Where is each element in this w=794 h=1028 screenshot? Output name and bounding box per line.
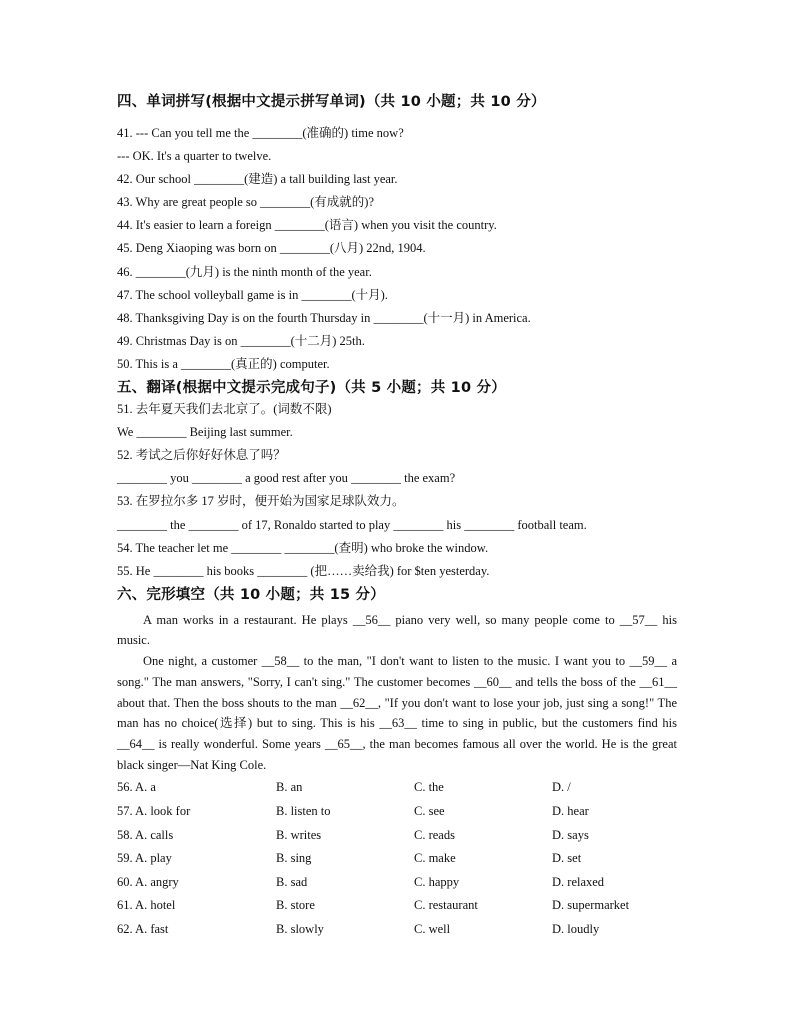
option-c: C. happy [414,874,460,889]
option-a: 60. A. angry [117,874,179,889]
option-d: D. / [552,780,571,795]
option-a: 57. A. look for [117,804,191,818]
question-line: 48. Thanksgiving Day is on the fourth Thursday in ________(十一月) in America. [117,310,531,325]
option-row [117,824,677,848]
question-line: 52. 考试之后你好好休息了吗？ [117,448,286,463]
option-b: B. sing [276,851,312,866]
question-line: 44. It's easier to learn a foreign ________(语言) when you visit the country. [117,218,497,233]
question-line: 45. Deng Xiaoping was born on ________(八月) 22nd, 1904. [117,241,426,256]
cloze-passage [117,610,677,776]
option-d: D. supermarket [552,898,630,913]
option-row [117,894,677,918]
option-a: 61. A. hotel [117,898,176,913]
passage-paragraph-1: A man works in a restaurant. He plays __56__ piano very well, so many people come to __57__ his music. [117,612,677,648]
question-line: 47. The school volleyball game is in ________(十月). [117,287,388,302]
question-line: 54. The teacher let me ________ ________(查明) who broke the window. [117,540,489,555]
option-row [117,776,677,800]
question-line: --- OK. It's a quarter to twelve. [117,149,272,164]
option-a: 62. A. fast [117,921,169,936]
option-c: C. see [414,804,445,818]
option-a: 59. A. play [117,851,172,866]
question-line: 46. ________(九月) is the ninth month of the year. [117,264,372,279]
option-d: D. set [552,851,582,866]
section-6-title: 六、完形填空（共 10 小题；共 15 分） [117,586,385,603]
option-c: C. well [414,921,451,936]
section-4-items [117,122,677,376]
option-b: B. an [276,780,303,795]
option-row [117,918,677,942]
option-d: D. says [552,827,589,842]
question-line: 51. 去年夏天我们去北京了。(词数不限) [117,402,332,417]
question-line: 55. He ________ his books ________ (把……卖给我) for $ten yesterday. [117,563,490,578]
option-c: C. make [414,851,456,866]
question-line: 49. Christmas Day is on ________(十二月) 25th. [117,333,365,348]
option-b: B. writes [276,827,322,842]
option-row [117,800,677,824]
question-line: 50. This is a ________(真正的) computer. [117,356,330,371]
section-4-title: 四、单词拼写(根据中文提示拼写单词)（共 10 小题；共 10 分） [117,94,546,110]
question-line: We ________ Beijing last summer. [117,425,293,440]
question-line: 43. Why are great people so ________(有成就的)? [117,195,374,210]
option-row [117,847,677,871]
option-b: B. store [276,898,315,913]
option-a: 58. A. calls [117,827,174,842]
option-b: B. sad [276,874,308,889]
question-line: ________ you ________ a good rest after you ________ the exam? [117,471,456,486]
passage-paragraph-2: One night, a customer __58__ to the man, "I don't want to listen to the music. I want you to __59__ a song." The man answers, "Sorry, I can't sing." The customer becomes __60__ and tells the boss of the __61__ about that. Then the boss shouts to the man __62__, "If you don't want to lose your job, just sing a song!" The man has no choice(选择) but to sing. This is his __63__ time to sing in public, but the customers find his __64__ is really wonderful. Some years __65__, the man becomes famous all over the world. He is the great black singer—Nat King Cole. [117,654,677,772]
option-b: B. slowly [276,921,324,936]
option-row [117,871,677,895]
question-line: 42. Our school ________(建造) a tall building last year. [117,172,398,187]
section-5-items [117,398,677,583]
question-line: 53. 在罗拉尔多 17 岁时，便开始为国家足球队效力。 [117,494,405,509]
question-line: ________ the ________ of 17, Ronaldo started to play ________ his ________ football team. [117,517,587,532]
option-d: D. loudly [552,921,600,936]
option-c: C. reads [414,827,455,842]
option-c: C. the [414,780,444,795]
option-b: B. listen to [276,804,331,818]
option-c: C. restaurant [414,898,478,913]
option-d: D. hear [552,804,589,818]
option-d: D. relaxed [552,874,605,889]
option-a: 56. A. a [117,780,156,795]
question-line: 41. --- Can you tell me the ________(准确的) time now? [117,126,404,140]
exam-page [117,92,677,942]
section-5-title: 五、翻译(根据中文提示完成句子)（共 5 小题；共 10 分） [117,380,506,397]
options-list [117,776,677,941]
